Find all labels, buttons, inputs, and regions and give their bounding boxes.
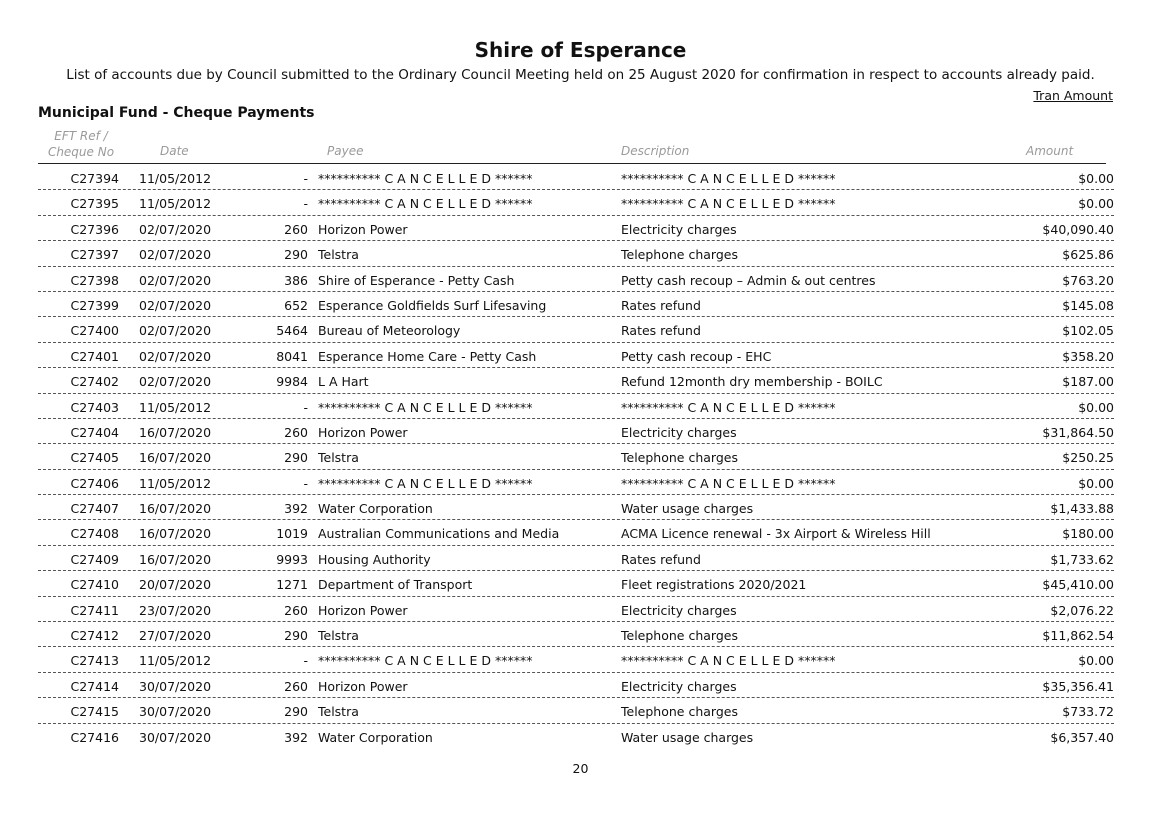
payment-date: 16/07/2020 <box>139 501 212 517</box>
payee-name: Shire of Esperance - Petty Cash <box>318 272 515 288</box>
payee-name: Horizon Power <box>318 678 408 694</box>
description: Rates refund <box>621 551 701 567</box>
payment-date: 02/07/2020 <box>139 221 212 237</box>
payee-name: Australian Communications and Media <box>318 526 560 542</box>
cheque-number: C27415 <box>70 704 119 720</box>
amount: $0.00 <box>1078 653 1114 669</box>
payment-date: 02/07/2020 <box>139 323 212 339</box>
cheque-number: C27409 <box>70 551 119 567</box>
amount: $187.00 <box>1062 374 1114 390</box>
table-row <box>38 673 1114 698</box>
cheque-number: C27412 <box>70 628 119 644</box>
amount: $1,733.62 <box>1050 551 1114 567</box>
payment-date: 11/05/2012 <box>139 171 212 186</box>
payee-name: L A Hart <box>318 374 369 390</box>
table-row <box>38 546 1114 571</box>
cheque-number: C27399 <box>70 297 119 313</box>
amount: $35,356.41 <box>1042 678 1114 694</box>
payee-name: Esperance Home Care - Petty Cash <box>318 348 537 364</box>
amount: $0.00 <box>1078 475 1114 491</box>
amount: $40,090.40 <box>1042 221 1114 237</box>
amount: $0.00 <box>1078 196 1114 212</box>
table-row <box>38 190 1114 215</box>
column-header-amount: Amount <box>1026 144 1074 158</box>
payee-number: - <box>303 399 308 415</box>
cheque-number: C27396 <box>70 221 119 237</box>
payee-number: 290 <box>284 628 308 644</box>
description: ********** C A N C E L L E D ****** <box>621 196 836 212</box>
payee-name: Department of Transport <box>318 577 473 593</box>
cheque-number: C27406 <box>70 475 119 491</box>
payment-date: 30/07/2020 <box>139 704 212 720</box>
payee-number: 652 <box>284 297 308 313</box>
description: Electricity charges <box>621 221 737 237</box>
column-header-date: Date <box>160 144 189 158</box>
payment-date: 11/05/2012 <box>139 475 212 491</box>
payment-date: 27/07/2020 <box>139 628 212 644</box>
payee-number: 1271 <box>276 577 308 593</box>
table-row <box>38 165 1114 190</box>
table-row <box>38 343 1114 368</box>
section-title: Municipal Fund - Cheque Payments <box>38 105 315 121</box>
amount: $180.00 <box>1062 526 1114 542</box>
payee-number: 5464 <box>276 323 308 339</box>
table-row <box>38 724 1114 749</box>
description: Telephone charges <box>621 704 738 720</box>
payment-date: 16/07/2020 <box>139 526 212 542</box>
payee-number: 392 <box>284 729 308 745</box>
table-row <box>38 597 1114 622</box>
cheque-number: C27413 <box>70 653 119 669</box>
cheque-number: C27398 <box>70 272 119 288</box>
cheque-number: C27411 <box>70 602 119 618</box>
payee-number: - <box>303 653 308 669</box>
page-subtitle: List of accounts due by Council submitted to the Ordinary Council Meeting held on 25 August 2020 for confirmation in respect to accounts already paid. <box>66 67 1095 83</box>
description: Water usage charges <box>621 501 754 517</box>
payee-number: 260 <box>284 678 308 694</box>
payee-number: 260 <box>284 602 308 618</box>
payee-name: Esperance Goldfields Surf Lifesaving <box>318 297 547 313</box>
description: Telephone charges <box>621 247 738 263</box>
amount: $2,076.22 <box>1050 602 1114 618</box>
payment-date: 11/05/2012 <box>139 399 212 415</box>
payee-number: 290 <box>284 450 308 466</box>
payment-date: 02/07/2020 <box>139 297 212 313</box>
amount: $1,433.88 <box>1050 501 1114 517</box>
description: Electricity charges <box>621 602 737 618</box>
payee-name: Horizon Power <box>318 221 408 237</box>
payee-number: 9984 <box>276 374 308 390</box>
description: Fleet registrations 2020/2021 <box>621 577 807 593</box>
payee-number: 8041 <box>276 348 308 364</box>
table-row <box>38 419 1114 444</box>
table-row <box>38 317 1114 342</box>
amount: $733.72 <box>1062 704 1114 720</box>
column-header-ref <box>46 128 116 160</box>
amount: $102.05 <box>1062 323 1114 339</box>
payee-name: Telstra <box>318 450 359 466</box>
payment-date: 02/07/2020 <box>139 374 212 390</box>
payment-date: 02/07/2020 <box>139 247 212 263</box>
description: ACMA Licence renewal - 3x Airport & Wireless Hill <box>621 526 931 542</box>
payment-date: 11/05/2012 <box>139 653 212 669</box>
table-row <box>38 647 1114 672</box>
description: ********** C A N C E L L E D ****** <box>621 475 836 491</box>
description: ********** C A N C E L L E D ****** <box>621 399 836 415</box>
payments-table <box>38 165 1114 749</box>
payee-name: Telstra <box>318 247 359 263</box>
payee-name: ********** C A N C E L L E D ****** <box>318 399 533 415</box>
table-row <box>38 267 1114 292</box>
table-row <box>38 698 1114 723</box>
payment-date: 30/07/2020 <box>139 678 212 694</box>
table-row <box>38 444 1114 469</box>
cheque-number: C27395 <box>70 196 119 212</box>
payee-name: ********** C A N C E L L E D ****** <box>318 653 533 669</box>
description: ********** C A N C E L L E D ****** <box>621 653 836 669</box>
amount: $0.00 <box>1078 171 1114 186</box>
payment-date: 30/07/2020 <box>139 729 212 745</box>
payee-number: 290 <box>284 704 308 720</box>
cheque-number: C27408 <box>70 526 119 542</box>
payment-date: 16/07/2020 <box>139 450 212 466</box>
payee-number: 290 <box>284 247 308 263</box>
cheque-number: C27403 <box>70 399 119 415</box>
payee-name: Water Corporation <box>318 729 433 745</box>
description: Electricity charges <box>621 678 737 694</box>
payee-name: Horizon Power <box>318 602 408 618</box>
description: Water usage charges <box>621 729 754 745</box>
amount: $31,864.50 <box>1042 424 1114 440</box>
table-row <box>38 470 1114 495</box>
table-row <box>38 394 1114 419</box>
amount: $625.86 <box>1062 247 1114 263</box>
cheque-number: C27402 <box>70 374 119 390</box>
column-header-payee: Payee <box>327 144 364 158</box>
description: Petty cash recoup - EHC <box>621 348 772 364</box>
table-row <box>38 520 1114 545</box>
payee-number: - <box>303 196 308 212</box>
description: Telephone charges <box>621 450 738 466</box>
payee-number: - <box>303 475 308 491</box>
payee-name: ********** C A N C E L L E D ****** <box>318 475 533 491</box>
cheque-number: C27405 <box>70 450 119 466</box>
payee-number: 260 <box>284 424 308 440</box>
table-row <box>38 571 1114 596</box>
table-row <box>38 495 1114 520</box>
cheque-number: C27401 <box>70 348 119 364</box>
cheque-number: C27404 <box>70 424 119 440</box>
payment-date: 16/07/2020 <box>139 551 212 567</box>
cheque-number: C27394 <box>70 171 119 186</box>
payment-date: 02/07/2020 <box>139 272 212 288</box>
payee-name: Bureau of Meteorology <box>318 323 461 339</box>
cheque-number: C27400 <box>70 323 119 339</box>
table-row <box>38 368 1114 393</box>
table-row <box>38 292 1114 317</box>
column-header-ref-line2: Cheque No <box>47 145 115 159</box>
payee-number: 1019 <box>276 526 308 542</box>
table-row <box>38 622 1114 647</box>
table-row <box>38 241 1114 266</box>
cheque-number: C27397 <box>70 247 119 263</box>
amount: $45,410.00 <box>1042 577 1114 593</box>
payee-name: Horizon Power <box>318 424 408 440</box>
description: Refund 12month dry membership - BOILC <box>621 374 883 390</box>
payee-number: - <box>303 171 308 186</box>
payee-name: Housing Authority <box>318 551 431 567</box>
payment-date: 02/07/2020 <box>139 348 212 364</box>
payee-name: Telstra <box>318 704 359 720</box>
cheque-number: C27410 <box>70 577 119 593</box>
cheque-number: C27407 <box>70 501 119 517</box>
page-title: Shire of Esperance <box>474 38 687 62</box>
payee-name: Telstra <box>318 628 359 644</box>
header-rule <box>38 163 1106 164</box>
description: Rates refund <box>621 323 701 339</box>
amount: $358.20 <box>1062 348 1114 364</box>
payment-date: 11/05/2012 <box>139 196 212 212</box>
payee-name: Water Corporation <box>318 501 433 517</box>
column-header-description: Description <box>621 144 690 158</box>
column-header-ref-line1: EFT Ref / <box>54 129 108 143</box>
payee-number: 260 <box>284 221 308 237</box>
description: Telephone charges <box>621 628 738 644</box>
payee-number: 392 <box>284 501 308 517</box>
amount: $763.20 <box>1062 272 1114 288</box>
table-row <box>38 216 1114 241</box>
amount: $11,862.54 <box>1042 628 1114 644</box>
payment-date: 20/07/2020 <box>139 577 212 593</box>
description: Electricity charges <box>621 424 737 440</box>
description: Petty cash recoup – Admin & out centres <box>621 272 876 288</box>
tran-amount-link[interactable]: Tran Amount <box>1033 88 1113 103</box>
payee-name: ********** C A N C E L L E D ****** <box>318 196 533 212</box>
amount: $250.25 <box>1062 450 1114 466</box>
description: Rates refund <box>621 297 701 313</box>
amount: $6,357.40 <box>1050 729 1114 745</box>
payment-date: 16/07/2020 <box>139 424 212 440</box>
description: ********** C A N C E L L E D ****** <box>621 171 836 186</box>
amount: $0.00 <box>1078 399 1114 415</box>
payee-number: 9993 <box>276 551 308 567</box>
payee-name: ********** C A N C E L L E D ****** <box>318 171 533 186</box>
cheque-number: C27416 <box>70 729 119 745</box>
amount: $145.08 <box>1062 297 1114 313</box>
cheque-number: C27414 <box>70 678 119 694</box>
payee-number: 386 <box>284 272 308 288</box>
page-number: 20 <box>572 761 589 776</box>
payment-date: 23/07/2020 <box>139 602 212 618</box>
